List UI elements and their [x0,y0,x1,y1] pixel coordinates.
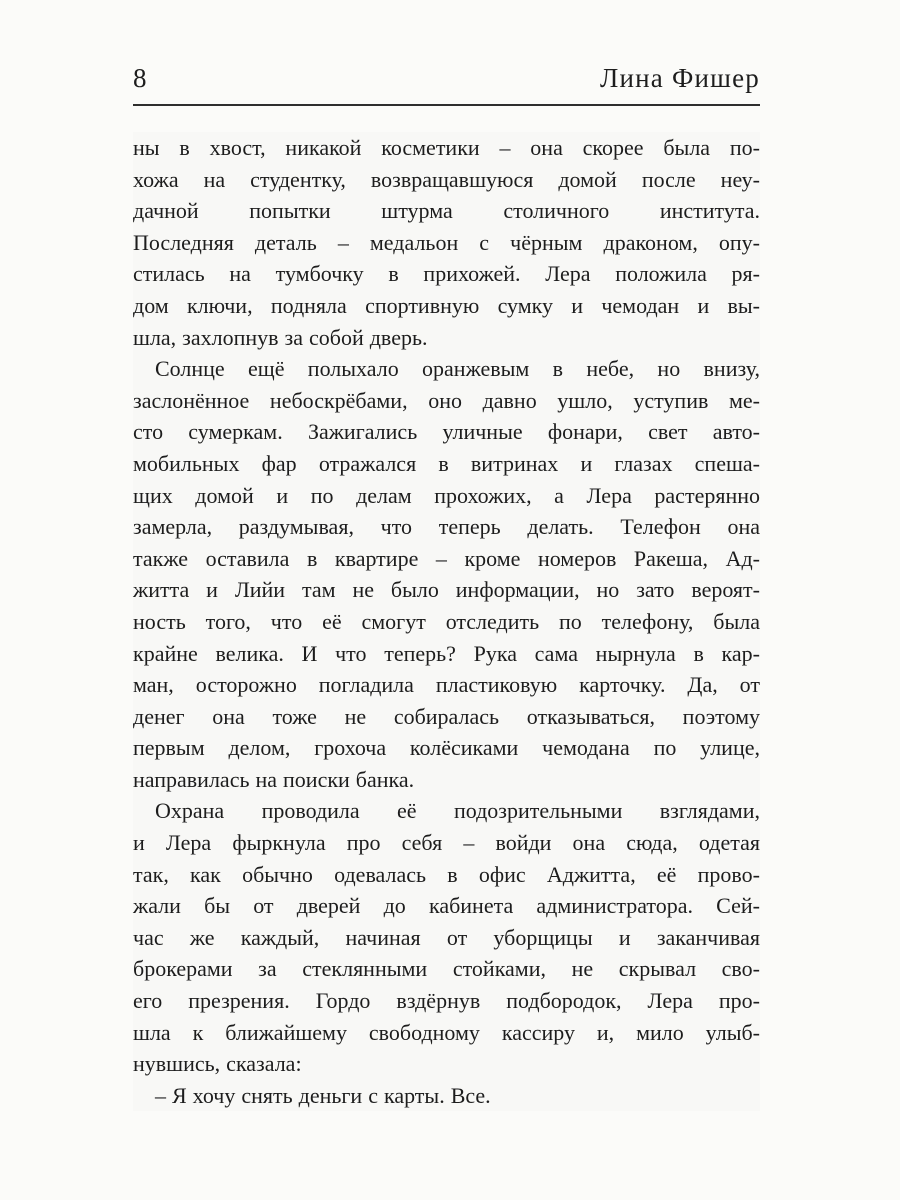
text-line: шла к ближайшему свободному кассиру и, мило улыб- [133,1019,760,1045]
text-line: ность того, что её смогут отследить по телефону, была [133,608,760,634]
text-line: Солнце ещё полыхало оранжевым в небе, но внизу, [155,356,760,382]
paragraph [133,1080,760,1112]
text-line: дом ключи, подняла спортивную сумку и чемодан и вы- [133,292,760,318]
text-line: его презрения. Гордо вздёрнув подбородок, Лера про- [133,988,760,1014]
text-line: брокерами за стеклянными стойками, не скрывал сво- [133,956,760,982]
header-rule [133,104,760,106]
text-line: ны в хвост, никакой косметики – она скорее была по- [133,135,760,160]
paragraph [133,132,760,353]
text-line: замерла, раздумывая, что теперь делать. Телефон она [133,514,760,540]
text-line: также оставила в квартире – кроме номеров Ракеша, Ад- [133,545,760,571]
text-line: дачной попытки штурма столичного института. [133,198,760,224]
text-line: Охрана проводила её подозрительными взглядами, [155,798,760,824]
body-text [133,132,760,1111]
paragraph [133,353,760,795]
running-title-author: Лина Фишер [600,63,760,93]
text-line: заслонённое небоскрёбами, оно давно ушло, уступив ме- [133,387,760,413]
text-line: житта и Лийи там не было информации, но зато вероят- [133,577,760,603]
text-line: жали бы от дверей до кабинета администратора. Сей- [133,893,760,919]
text-line: так, как обычно одевалась в офис Аджитта, её прово- [133,861,760,887]
text-line: сто сумеркам. Зажигались уличные фонари, свет авто- [133,419,760,445]
text-line: хожа на студентку, возвращавшуюся домой после неу- [133,166,760,192]
text-line: нувшись, сказала: [133,1051,302,1077]
text-line: час же каждый, начиная от уборщицы и заканчивая [133,924,760,950]
text-line: ман, осторожно погладила пластиковую карточку. Да, от [133,672,760,698]
text-line: первым делом, грохоча колёсиками чемодана по улице, [133,735,760,761]
page-number: 8 [133,63,147,93]
text-line: – Я хочу снять деньги с карты. Все. [155,1082,491,1108]
text-line: Последняя деталь – медальон с чёрным драконом, опу- [133,229,760,255]
text-line: крайне велика. И что теперь? Рука сама нырнула в кар- [133,640,760,666]
text-line: стилась на тумбочку в прихожей. Лера положила ря- [133,261,760,287]
text-line: денег она тоже не собиралась отказываться, поэтому [133,703,760,729]
text-line: мобильных фар отражался в витринах и глазах спеша- [133,450,760,476]
text-line: щих домой и по делам прохожих, а Лера растерянно [133,482,760,508]
page-header [133,62,760,94]
text-line: и Лера фыркнула про себя – войди она сюда, одетая [133,830,760,856]
text-line: шла, захлопнув за собой дверь. [133,324,428,350]
text-line: направилась на поиски банка. [133,766,415,792]
paragraph [133,795,760,1079]
